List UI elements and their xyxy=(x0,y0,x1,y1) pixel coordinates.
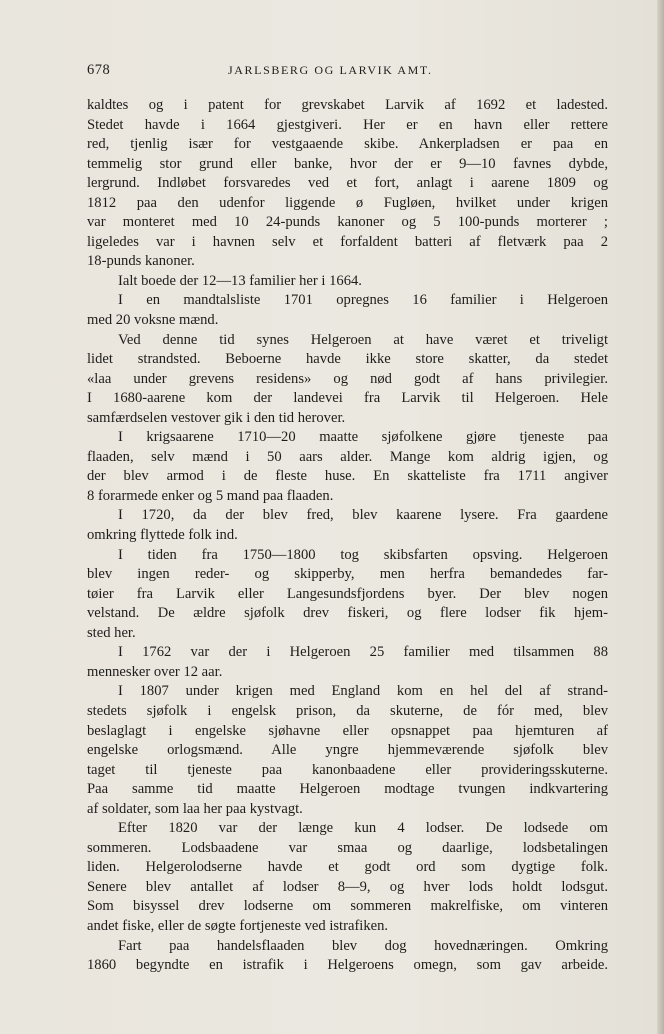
text-line: lergrund. Indløbet forsvaredes ved et fort, anlagt i aarene 1809 og xyxy=(87,175,608,192)
text-line: blev ingen reder- og skipperby, men herfra bemandedes far- xyxy=(87,566,608,583)
text-line: I krigsaarene 1710—20 maatte sjøfolkene gjøre tjeneste paa xyxy=(118,429,608,446)
text-line: 1860 begyndte en istrafik i Helgeroens omegn, som gav arbeide. xyxy=(87,957,608,974)
text-line: flaaden, selv mænd i 50 aars alder. Mange kom aldrig igjen, og xyxy=(87,448,608,465)
text-line: 8 forarmede enker og 5 mand paa flaaden. xyxy=(87,487,334,504)
text-line: I 1762 var der i Helgeroen 25 familier med tilsammen 88 xyxy=(118,644,608,661)
text-line: der blev armod i de fleste huse. En skatteliste fra 1711 angiver xyxy=(87,468,608,485)
text-line: ligeledes var i havnen selv et forfaldent batteri af fletværk paa 2 xyxy=(87,233,608,250)
body-text xyxy=(87,96,608,976)
text-line: lidet strandsted. Beboerne havde ikke store skatter, da stedet xyxy=(87,351,608,368)
text-line: med 20 voksne mænd. xyxy=(87,312,219,329)
text-line: «laa under grevens residens» og nød godt af hans privilegier. xyxy=(87,370,608,387)
text-line: Senere blev antallet af lodser 8—9, og hver lods holdt lodsgut. xyxy=(87,878,608,895)
text-line: I 1807 under krigen med England kom en hel del af strand- xyxy=(118,683,608,700)
text-line: I en mandtalsliste 1701 opregnes 16 familier i Helgeroen xyxy=(118,292,608,309)
text-line: sted her. xyxy=(87,624,136,641)
text-line: kaldtes og i patent for grevskabet Larvik af 1692 et ladested. xyxy=(87,97,608,113)
page-number: 678 xyxy=(87,62,111,78)
text-line: Som bisyssel drev lodserne om sommeren makrelfiske, om vinteren xyxy=(87,898,608,915)
text-line: Ialt boede der 12—13 familier her i 1664. xyxy=(118,272,362,289)
text-line: var monteret med 10 24-punds kanoner og 5 100-punds morterer ; xyxy=(87,214,608,231)
text-line: stedets sjøfolk i engelsk prison, da skuterne, de fór med, blev xyxy=(87,702,608,719)
text-line: mennesker over 12 aar. xyxy=(87,663,223,680)
text-line: liden. Helgerolodserne havde et godt ord som dygtige folk. xyxy=(87,859,608,876)
text-line: temmelig stor grund eller banke, hvor der er 9—10 favnes dybde, xyxy=(87,155,608,172)
running-title: JARLSBERG OG LARVIK AMT. xyxy=(228,63,433,77)
text-line: velstand. De ældre sjøfolk drev fiskeri, og flere lodser fik hjem- xyxy=(87,605,608,622)
text-line: sommeren. Lodsbaadene var smaa og daarlige, lodsbetalingen xyxy=(87,839,608,856)
text-line: red, tjenlig især for vestgaaende skibe. Ankerpladsen er paa en xyxy=(87,136,608,153)
text-line: tøier fra Larvik eller Langesundsfjordens byer. Der blev nogen xyxy=(87,585,608,602)
text-line: omkring flyttede folk ind. xyxy=(87,527,238,544)
text-line: taget til tjeneste paa kanonbaadene eller provideringsskuterne. xyxy=(87,761,608,778)
text-line: beslaglagt i engelske sjøhavne eller opsnappet paa hjemturen af xyxy=(87,722,608,739)
text-line: Ved denne tid synes Helgeroen at have været et triveligt xyxy=(118,331,608,348)
text-line: af soldater, som laa her paa kystvagt. xyxy=(87,800,303,817)
text-line: 1812 paa den udenfor liggende ø Fugløen, hvilket under krigen xyxy=(87,194,608,211)
text-line: Fart paa handelsflaaden blev dog hovednæringen. Omkring xyxy=(118,937,608,954)
text-line: samfærdselen vestover gik i den tid herover. xyxy=(87,409,346,426)
page-header xyxy=(87,62,607,82)
page-edge xyxy=(657,0,664,1034)
text-line: Efter 1820 var der længe kun 4 lodser. De lodsede om xyxy=(118,820,608,837)
text-line: andet fiske, eller de søgte fortjeneste ved istrafiken. xyxy=(87,917,389,934)
text-line: Paa samme tid maatte Helgeroen modtage tvungen indkvartering xyxy=(87,781,608,798)
text-line: I 1680-aarene kom der landevei fra Larvik til Helgeroen. Hele xyxy=(87,390,608,407)
text-line: 18-punds kanoner. xyxy=(87,253,195,270)
text-line: Stedet havde i 1664 gjestgiveri. Her er en havn eller rettere xyxy=(87,116,608,133)
text-line: I 1720, da der blev fred, blev kaarene lysere. Fra gaardene xyxy=(118,507,608,524)
text-line: engelske orlogsmænd. Alle yngre hjemmeværende sjøfolk blev xyxy=(87,742,608,759)
text-line: I tiden fra 1750—1800 tog skibsfarten opsving. Helgeroen xyxy=(118,546,608,563)
